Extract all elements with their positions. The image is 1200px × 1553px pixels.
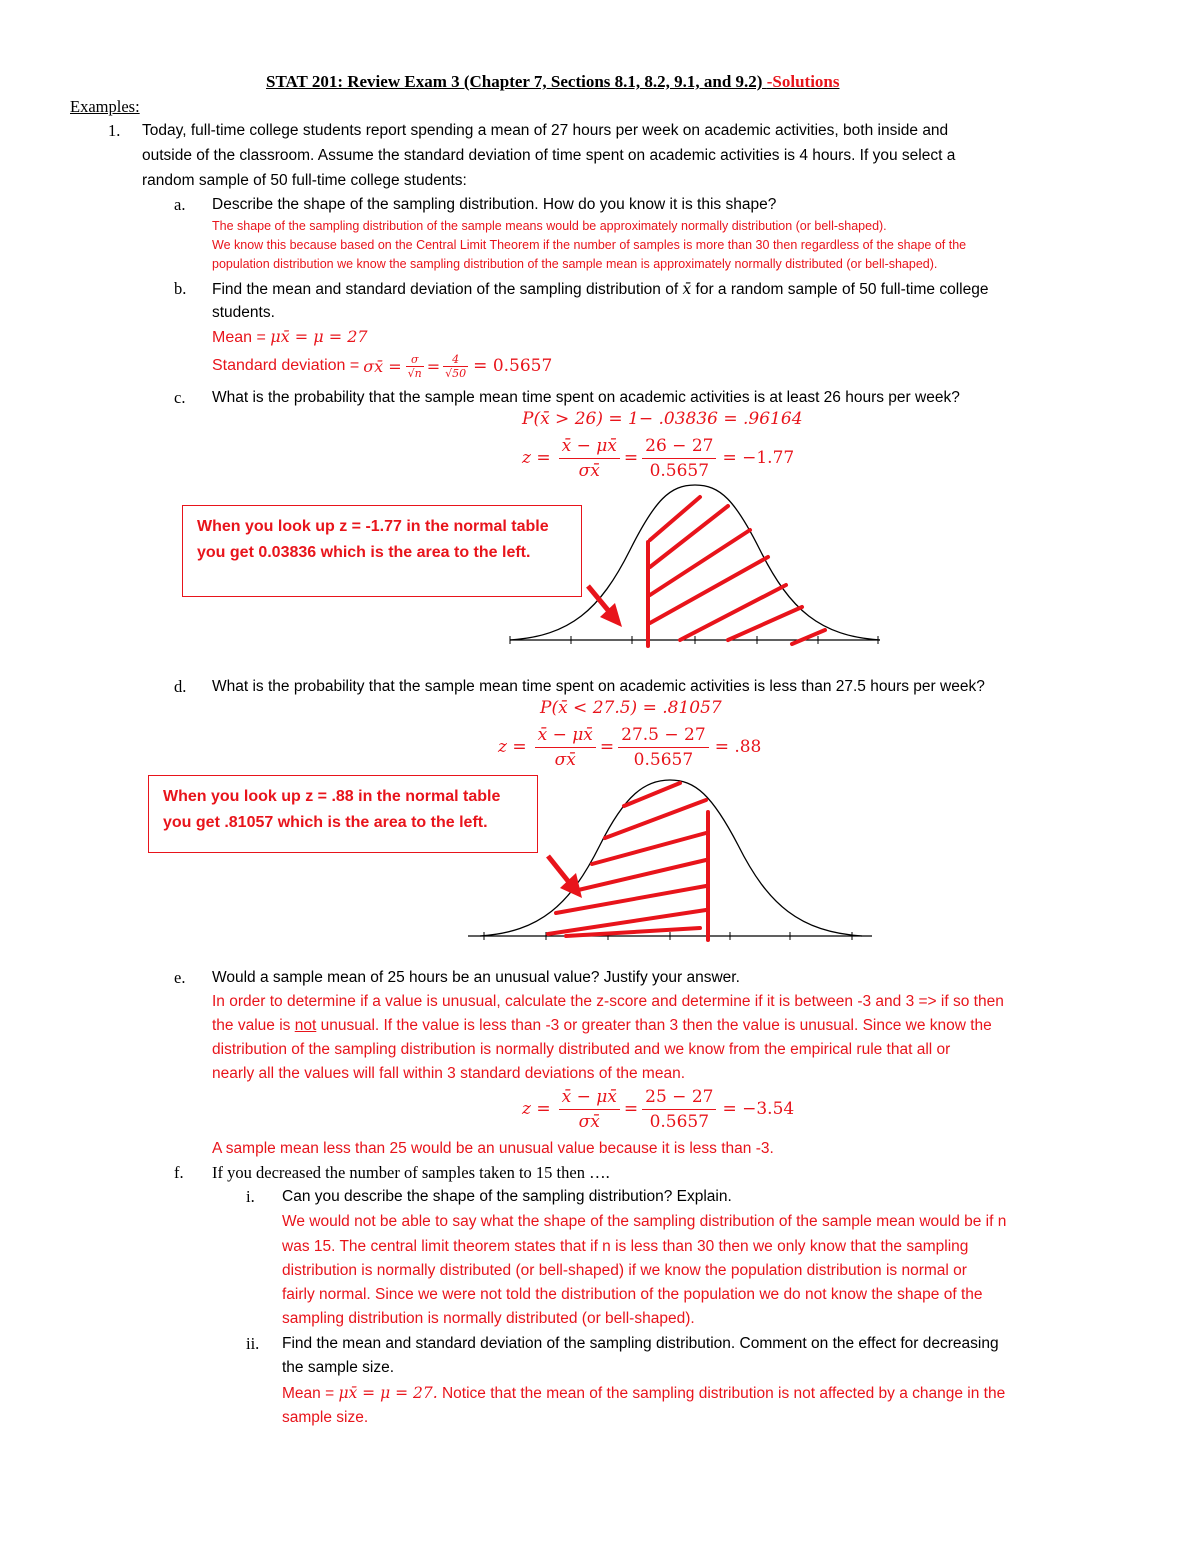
part-c-frac-2-num: 26 − 27	[642, 434, 716, 459]
part-f-i-answer-line-3: distribution is normally distributed (or bell-shaped) if we know the population distribution is normal or	[282, 1262, 967, 1279]
part-f-ii-mean-label: Mean =	[282, 1385, 339, 1402]
part-d-hatch	[624, 783, 680, 806]
part-d-frac-2-den: 0.5657	[633, 749, 694, 770]
part-e-frac-2	[642, 1085, 716, 1134]
part-e-answer-line-2-pre: the value is	[212, 1017, 295, 1034]
part-d-arrow	[548, 856, 582, 898]
part-b-mean-expr: μx̄ = μ = 27	[270, 327, 368, 346]
part-e-question: Would a sample mean of 25 hours be an unusual value? Justify your answer.	[212, 969, 740, 986]
problem-1-number: 1.	[108, 121, 121, 140]
part-e-z-equation	[522, 1084, 794, 1134]
part-d-letter: d.	[174, 677, 187, 696]
part-c-probability-text: P(x̄ > 26) = 1− .03836 = .96164	[522, 409, 803, 429]
part-d-frac-2-num: 27.5 − 27	[618, 723, 709, 748]
part-e-answer-line-4: nearly all the values will fall within 3 standard deviations of the mean.	[212, 1065, 686, 1082]
part-b-question-symbol: x̄	[682, 280, 692, 298]
part-f-i-question: Can you describe the shape of the sampling distribution? Explain.	[282, 1188, 732, 1205]
part-f-ii-numeral: ii.	[246, 1334, 260, 1353]
part-d-normal-curve	[480, 780, 862, 936]
part-e-frac-1	[559, 1085, 620, 1134]
part-f-i-numeral: i.	[246, 1187, 255, 1206]
part-d-z-result: = .88	[714, 737, 762, 757]
part-b-question-pre: Find the mean and standard deviation of the sampling distribution of	[212, 281, 679, 298]
part-c-letter: c.	[174, 388, 186, 407]
part-d-hatch	[605, 800, 706, 838]
part-f-ii-answer-line-1-post: Notice that the mean of the sampling distribution is not affected by a change in the	[437, 1385, 1006, 1402]
part-a-letter: a.	[174, 195, 186, 214]
part-e-answer-line-2-post: unusual. If the value is less than -3 or greater than 3 then the value is unusual. Since we know the	[316, 1017, 992, 1034]
part-f-ii-question-line-1: Find the mean and standard deviation of the sampling distribution. Comment on the effect for decreasing	[282, 1335, 999, 1352]
part-f-ii-answer-line-1	[282, 1381, 1005, 1406]
part-c-z-result: = −1.77	[722, 448, 795, 468]
problem-1-line-3: random sample of 50 full-time college students:	[142, 172, 467, 189]
part-f-ii-question-line-2: the sample size.	[282, 1359, 394, 1376]
part-f-ii-answer-line-2: sample size.	[282, 1409, 369, 1426]
part-f-i-answer-line-2: was 15. The central limit theorem states that if n is less than 30 then we only know that the sampling	[282, 1238, 969, 1255]
part-a-answer-line-2: We know this because based on the Central Limit Theorem if the number of samples is more than 30 then regardless of the shape of the	[212, 238, 967, 252]
part-b-letter: b.	[174, 279, 187, 298]
part-d-frac-1-den: σx̄	[554, 749, 576, 770]
part-c-frac-1-den: σx̄	[578, 460, 600, 481]
part-e-frac-1-den: σx̄	[578, 1111, 600, 1132]
part-f-ii-mean-expr: μx̄ = μ = 27.	[338, 1384, 438, 1402]
part-e-conclusion: A sample mean less than 25 would be an unusual value because it is less than -3.	[212, 1140, 774, 1157]
title-main: STAT 201: Review Exam 3 (Chapter 7, Sections 8.1, 8.2, 9.1, and 9.2)	[266, 72, 763, 91]
part-f-question: If you decreased the number of samples taken to 15 then ….	[212, 1163, 610, 1182]
part-a-answer-line-3: population distribution we know the sampling distribution of the sample mean is approximately normally distributed (or bell-shaped).	[212, 257, 938, 271]
part-d-z-lhs: z =	[498, 737, 527, 757]
part-e-answer-line-2	[212, 1014, 992, 1038]
part-d-probability-text: P(x̄ < 27.5) = .81057	[540, 698, 722, 718]
part-e-frac-2-num: 25 − 27	[642, 1085, 716, 1110]
part-a-question: Describe the shape of the sampling distribution. How do you know it is this shape?	[212, 196, 777, 213]
part-e-letter: e.	[174, 968, 186, 987]
part-b-sd-frac-2-den: √50	[445, 366, 467, 380]
part-d-shading	[548, 783, 708, 940]
part-b-sd-equals: =	[426, 356, 441, 376]
part-b-sd-lhs: σx̄ =	[363, 356, 402, 376]
part-e-equals: =	[623, 1099, 639, 1119]
part-b-sd-result: = 0.5657	[473, 356, 553, 376]
part-c-z-lhs: z =	[522, 448, 551, 468]
part-d-callout: When you look up z = .88 in the normal table you get .81057 which is the area to the left.	[148, 775, 538, 853]
title-solutions: -Solutions	[766, 72, 840, 91]
part-f-i-answer-line-4: fairly normal. Since we were not told the distribution of the population we do not know the shape of the	[282, 1286, 983, 1303]
part-f-letter: f.	[174, 1163, 184, 1182]
part-b-sd-frac-1-den: √n	[407, 366, 422, 380]
part-b-mean-label: Mean =	[212, 329, 271, 346]
part-d-question: What is the probability that the sample mean time spent on academic activities is less than 27.5 hours per week?	[212, 678, 985, 695]
part-e-frac-2-den: 0.5657	[649, 1111, 710, 1132]
part-c-callout: When you look up z = -1.77 in the normal table you get 0.03836 which is the area to the left.	[182, 505, 582, 597]
part-e-z-result: = −3.54	[722, 1099, 795, 1119]
part-e-answer-line-2-underlined: not	[294, 1017, 317, 1034]
part-e-answer-line-1: In order to determine if a value is unusual, calculate the z-score and determine if it is between -3 and 3 => if so then	[212, 993, 1004, 1010]
part-c-frac-2-den: 0.5657	[649, 460, 710, 481]
problem-1-line-1: Today, full-time college students report spending a mean of 27 hours per week on academic activities, both inside and	[142, 122, 949, 139]
part-e-frac-1-num: x̄ − μx̄	[559, 1085, 620, 1110]
part-b-question-post: for a random sample of 50 full-time college	[695, 281, 989, 298]
part-f-i-answer-line-1: We would not be able to say what the shape of the sampling distribution of the sample mean would be if n	[282, 1213, 1007, 1230]
part-a-answer-line-1: The shape of the sampling distribution of the sample means would be approximately normally distribution (or bell-shaped).	[212, 219, 887, 233]
part-d-frac-1-num: x̄ − μx̄	[535, 723, 596, 748]
part-c-question: What is the probability that the sample mean time spent on academic activities is at least 26 hours per week?	[212, 389, 960, 406]
part-b-sd-frac-1-num: σ	[406, 353, 424, 367]
part-b-sd-label: Standard deviation =	[212, 357, 360, 374]
part-f-i-answer-line-5: sampling distribution is normally distributed (or bell-shaped).	[282, 1310, 695, 1327]
part-e-z-lhs: z =	[522, 1099, 551, 1119]
part-c-frac-1-num: x̄ − μx̄	[559, 434, 620, 459]
part-b-sd-frac-2-num: 4	[443, 353, 468, 367]
part-d-equals: =	[599, 737, 615, 757]
problem-1-line-2: outside of the classroom. Assume the standard deviation of time spent on academic activities is 4 hours. If you select a	[142, 147, 956, 164]
part-e-answer-line-3: distribution of the sampling distribution is normally distributed and we know from the empirical rule that all or	[212, 1041, 951, 1058]
part-b-question-line-2: students.	[212, 304, 275, 321]
examples-label: Examples:	[70, 97, 140, 116]
part-c-equals: =	[623, 448, 639, 468]
